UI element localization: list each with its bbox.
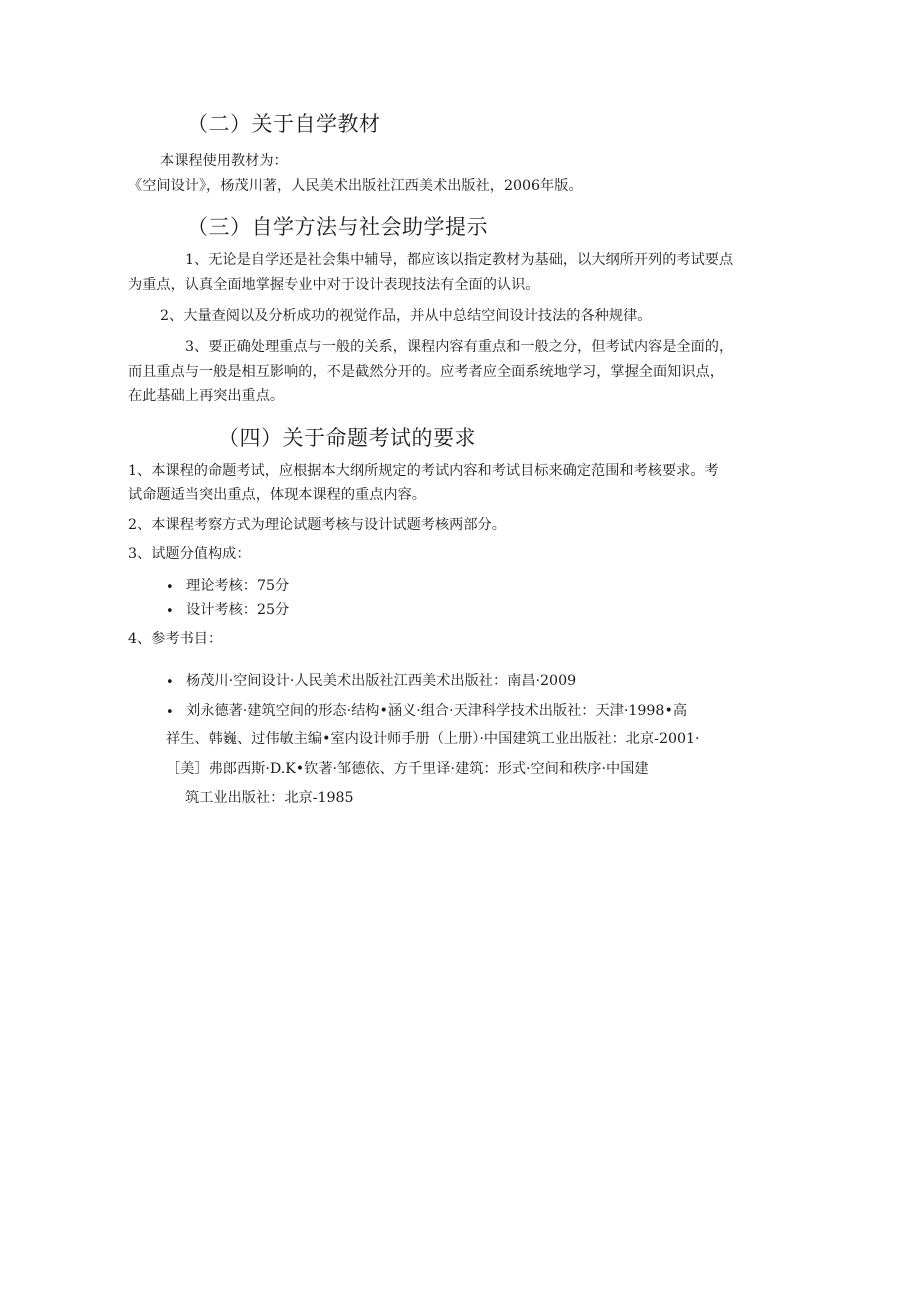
method-1-line-1: 1、无论是自学还是社会集中辅导，都应该以指定教材为基础，以大纲所开列的考试要点 — [185, 252, 734, 268]
exam-item-1-line-1: 1、本课程的命题考试，应根据本大纲所规定的考试内容和考试目标来确定范围和考核要求。考 — [128, 463, 719, 479]
bullet-icon: • — [166, 705, 174, 720]
heading-textbook: （二）关于自学教材 — [187, 112, 381, 136]
score-theory: 理论考核：75分 — [186, 578, 290, 594]
method-3-line-2: 而且重点与一般是相互影响的，不是截然分开的。应考者应全面系统地学习，掌握全面知识点， — [128, 364, 724, 380]
bullet-icon: • — [166, 580, 174, 595]
method-2: 2、大量查阅以及分析成功的视觉作品，并从中总结空间设计技法的各种规律。 — [160, 308, 652, 324]
bullet-icon: • — [166, 604, 174, 619]
exam-item-1-line-2: 试命题适当突出重点，体现本课程的重点内容。 — [128, 487, 426, 503]
heading-study-methods: （三）自学方法与社会助学提示 — [187, 215, 488, 239]
score-design: 设计考核：25分 — [186, 602, 290, 618]
exam-item-4: 4、参考书目： — [128, 631, 223, 647]
reference-1: 杨茂川·空间设计·人民美术出版社江西美术出版社：南昌·2009 — [186, 673, 577, 689]
reference-2-line-3: ［美］弗郎西斯·D.K•钦著·邹德依、方千里译·建筑：形式·空间和秩序·中国建 — [166, 761, 649, 777]
reference-2-line-1: 刘永德著·建筑空间的形态·结构•涵义·组合·天津科学技术出版社：天津·1998•高 — [186, 703, 688, 719]
method-3-line-1: 3、要正确处理重点与一般的关系，课程内容有重点和一般之分，但考试内容是全面的， — [185, 339, 734, 355]
reference-2-line-4: 筑工业出版社：北京-1985 — [185, 790, 354, 806]
method-3-line-3: 在此基础上再突出重点。 — [128, 388, 285, 404]
bullet-icon: • — [166, 675, 174, 690]
textbook-intro: 本课程使用教材为： — [160, 153, 288, 169]
exam-item-3: 3、试题分值构成： — [128, 546, 251, 562]
method-1-line-2: 为重点，认真全面地掌握专业中对于设计表现技法有全面的认识。 — [128, 277, 540, 293]
exam-item-2: 2、本课程考察方式为理论试题考核与设计试题考核两部分。 — [128, 517, 506, 533]
reference-2-line-2: 祥生、韩巍、过伟敏主编•室内设计师手册（上册）·中国建筑工业出版社：北京-2001· — [166, 731, 700, 747]
textbook-citation: 《空间设计》，杨茂川著，人民美术出版社江西美术出版社，2006年版。 — [128, 178, 583, 194]
heading-exam-requirements: （四）关于命题考试的要求 — [218, 426, 476, 450]
